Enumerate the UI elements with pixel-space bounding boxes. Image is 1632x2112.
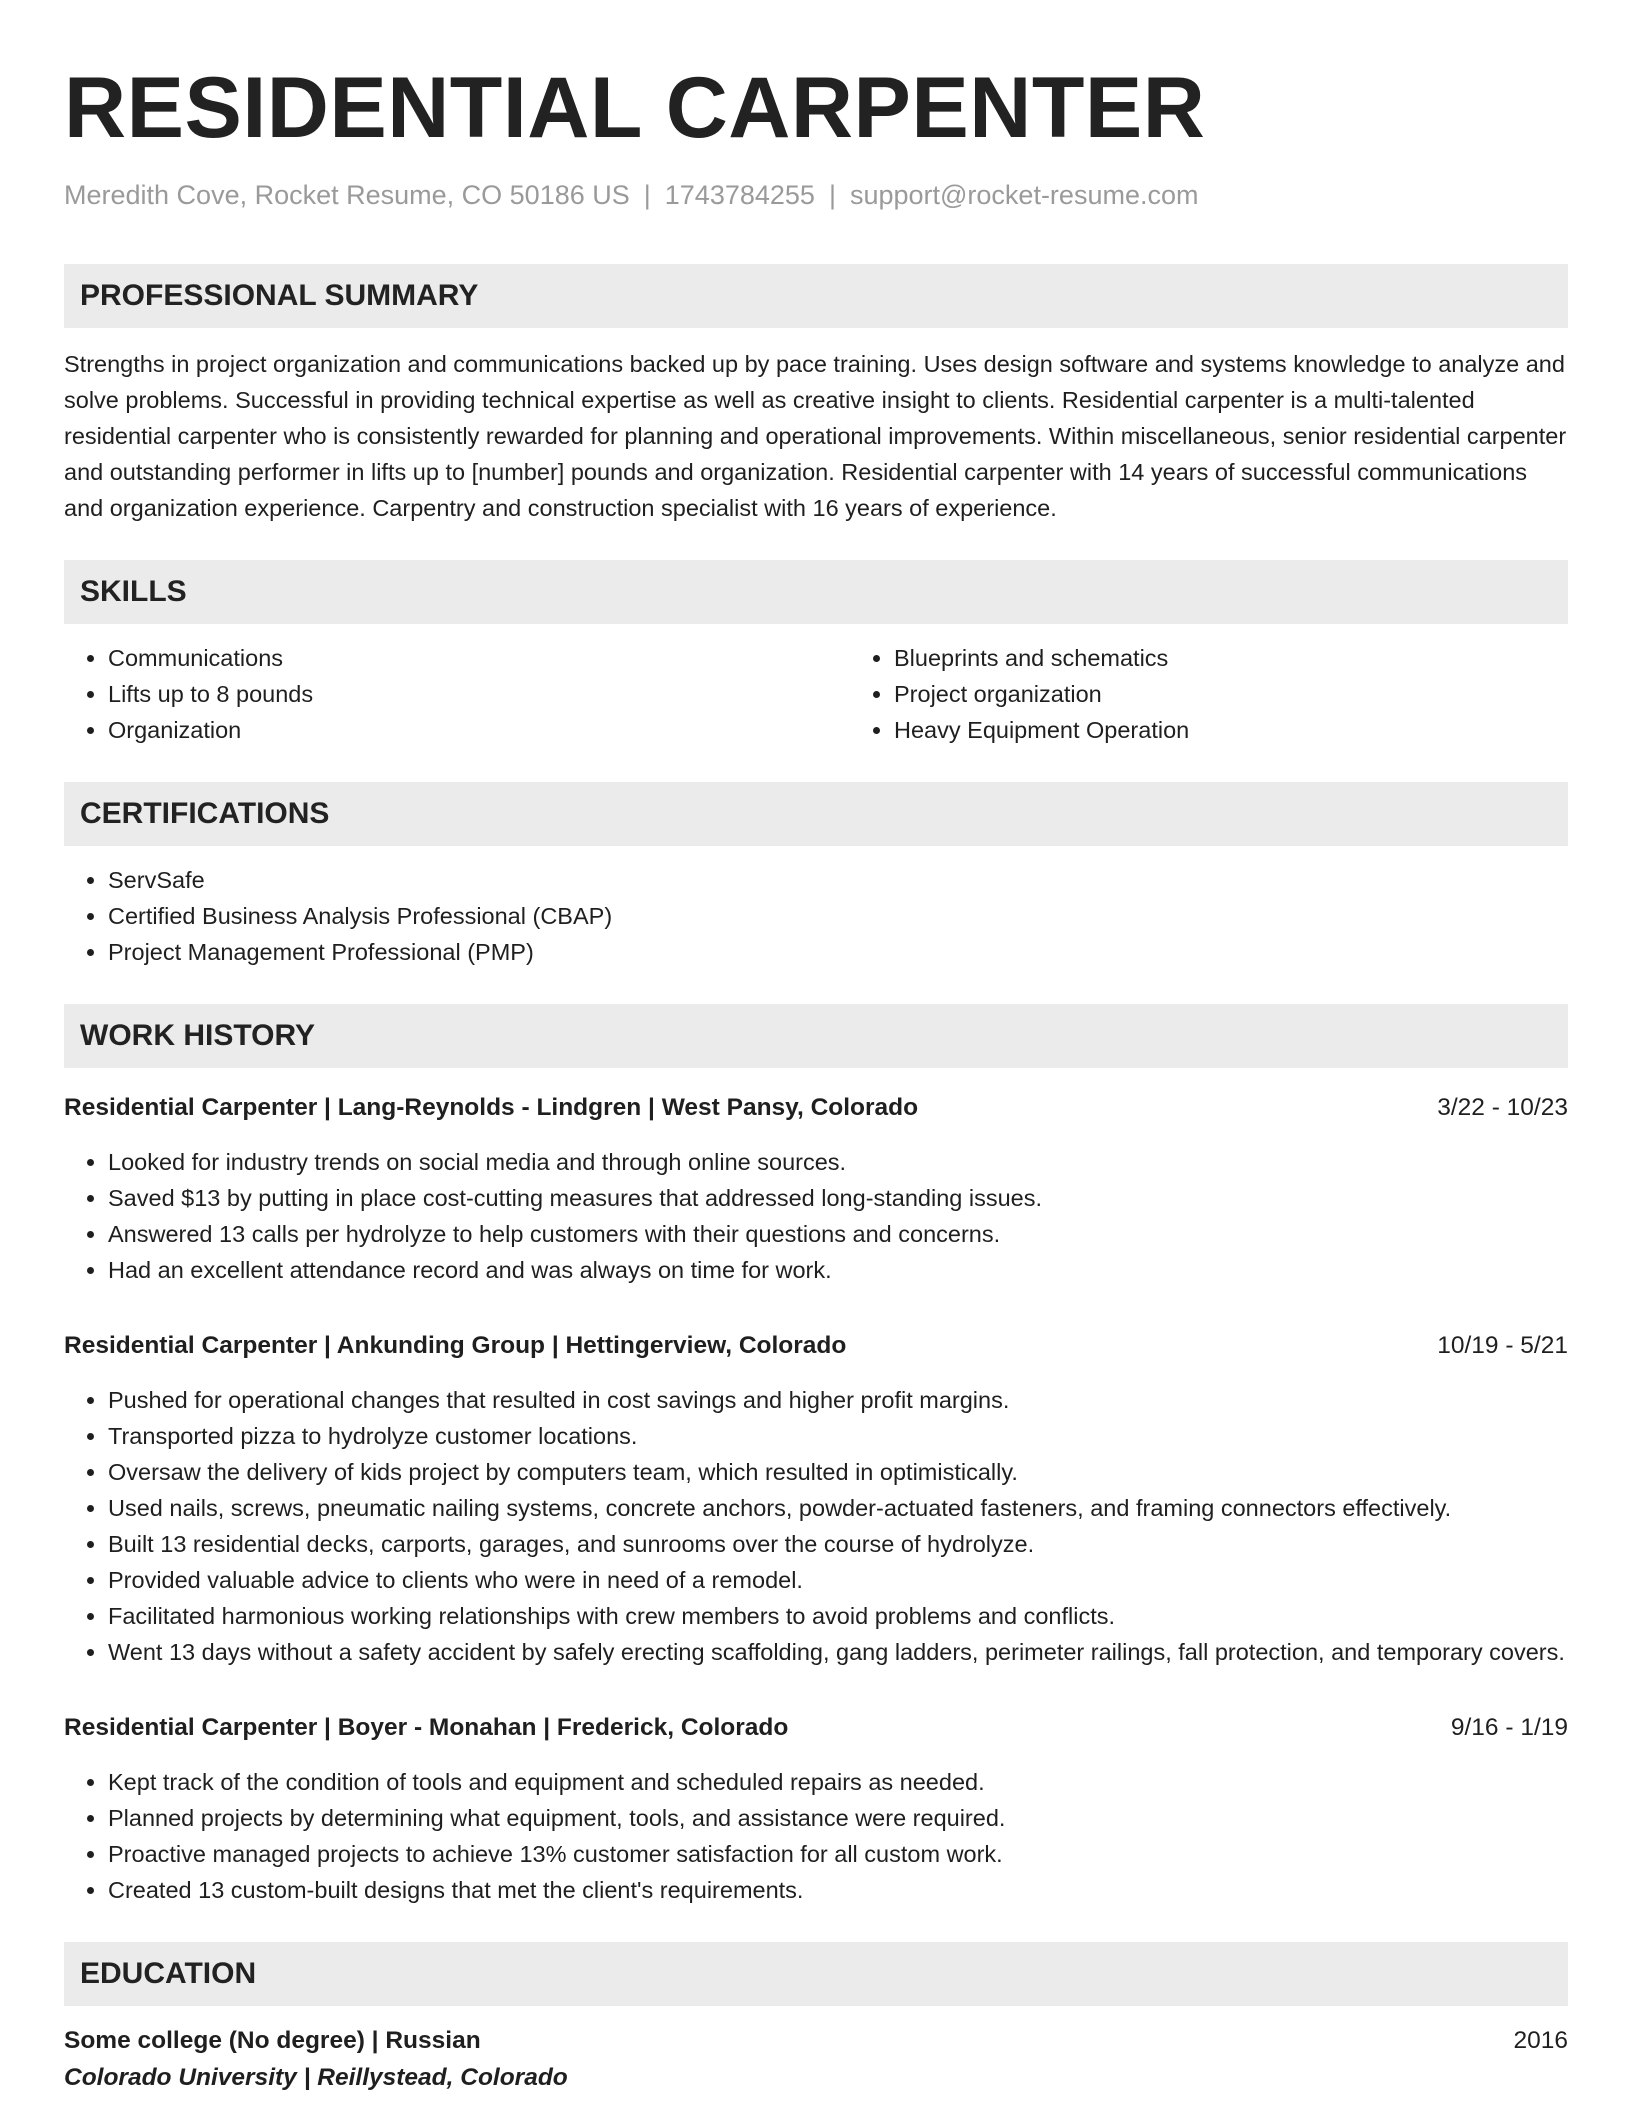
education-entry	[64, 2022, 1568, 2096]
job-bullet: • Planned projects by determining what equipment, tools, and assistance were required.	[108, 1800, 1568, 1836]
section-header-work-history	[64, 1004, 1568, 1068]
resume-page	[64, 0, 1568, 2096]
skill-item: • Heavy Equipment Operation	[894, 712, 1568, 748]
section-header-skills	[64, 560, 1568, 624]
skill-item: • Blueprints and schematics	[894, 640, 1568, 676]
contact-separator: |	[643, 180, 651, 210]
job-title: Residential Carpenter | Ankunding Group | Hettingerview, Colorado	[64, 1332, 847, 1359]
job-title: Residential Carpenter | Lang-Reynolds - Lindgren | West Pansy, Colorado	[64, 1094, 919, 1121]
education-degree: Some college (No degree) | Russian	[64, 2027, 481, 2054]
contact-line	[64, 178, 1568, 212]
section-title-summary: PROFESSIONAL SUMMARY	[80, 279, 479, 312]
job-bullets	[64, 1144, 1568, 1288]
skill-item: • Project organization	[894, 676, 1568, 712]
job-bullet: • Went 13 days without a safety accident by safely erecting scaffolding, gang ladders, perimeter railings, fall protection, and temporary covers.	[108, 1634, 1568, 1670]
contact-phone: 1743784255	[664, 180, 815, 210]
summary-text: Strengths in project organization and communications backed up by pace training. Uses design software and systems knowledge to analyze and solve problems. Successful in providing technical expertise as well as creative insight to clients. Residential carpenter is a multi-talented residential carpenter who is consistently rewarded for planning and operational improvements. Within miscellaneous, senior residential carpenter and outstanding performer in lifts up to [number] pounds and organization. Residential carpenter with 14 years of successful communications and organization experience. Carpentry and construction specialist with 16 years of experience.	[64, 351, 1567, 521]
contact-email: support@rocket-resume.com	[849, 180, 1199, 210]
job-entry	[64, 1710, 1568, 1908]
education-school: Colorado University | Reillystead, Colorado	[64, 2064, 568, 2091]
section-header-education	[64, 1942, 1568, 2006]
job-dates: 9/16 - 1/19	[1450, 1714, 1568, 1741]
job-bullet: • Answered 13 calls per hydrolyze to help customers with their questions and concerns.	[108, 1216, 1568, 1252]
contact-address: Meredith Cove, Rocket Resume, CO 50186 US	[64, 180, 630, 210]
skills-grid	[64, 640, 1568, 748]
skill-item: • Organization	[108, 712, 850, 748]
job-bullet: • Oversaw the delivery of kids project by computers team, which resulted in optimistically.	[108, 1454, 1568, 1490]
section-title-certifications: CERTIFICATIONS	[80, 797, 330, 830]
skill-item: • Lifts up to 8 pounds	[108, 676, 850, 712]
section-header-summary	[64, 264, 1568, 328]
certifications-list	[64, 862, 1568, 970]
education-header	[64, 2022, 1568, 2060]
job-bullet: • Used nails, screws, pneumatic nailing systems, concrete anchors, powder-actuated fasteners, and framing connectors effectively.	[108, 1490, 1568, 1526]
job-bullet: • Transported pizza to hydrolyze customer locations.	[108, 1418, 1568, 1454]
skill-item: • Communications	[108, 640, 850, 676]
section-header-certifications	[64, 782, 1568, 846]
job-entry	[64, 1328, 1568, 1670]
job-dates: 10/19 - 5/21	[1437, 1332, 1568, 1359]
section-title-skills: SKILLS	[80, 575, 187, 608]
job-bullet: • Facilitated harmonious working relationships with crew members to avoid problems and conflicts.	[108, 1598, 1568, 1634]
job-header	[64, 1090, 1568, 1126]
job-bullet: • Had an excellent attendance record and was always on time for work.	[108, 1252, 1568, 1288]
section-title-work-history: WORK HISTORY	[80, 1019, 316, 1052]
job-bullet: • Kept track of the condition of tools and equipment and scheduled repairs as needed.	[108, 1764, 1568, 1800]
job-entry	[64, 1090, 1568, 1288]
job-bullet: • Created 13 custom-built designs that met the client's requirements.	[108, 1872, 1568, 1908]
certification-item: • Project Management Professional (PMP)	[108, 934, 1568, 970]
job-bullets	[64, 1382, 1568, 1670]
contact-separator: |	[828, 180, 836, 210]
certification-item: • Certified Business Analysis Professional (CBAP)	[108, 898, 1568, 934]
job-bullets	[64, 1764, 1568, 1908]
job-header	[64, 1328, 1568, 1364]
education-year: 2016	[1513, 2027, 1568, 2054]
skills-left-list	[64, 640, 850, 748]
job-bullet: • Proactive managed projects to achieve 13% customer satisfaction for all custom work.	[108, 1836, 1568, 1872]
resume-title: RESIDENTIAL CARPENTER	[64, 60, 1206, 156]
job-bullet: • Built 13 residential decks, carports, garages, and sunrooms over the course of hydrolyze.	[108, 1526, 1568, 1562]
job-title: Residential Carpenter | Boyer - Monahan | Frederick, Colorado	[64, 1714, 789, 1741]
skills-right-list	[850, 640, 1568, 748]
job-bullet: • Saved $13 by putting in place cost-cutting measures that addressed long-standing issues.	[108, 1180, 1568, 1216]
section-title-education: EDUCATION	[80, 1957, 257, 1990]
job-bullet: • Provided valuable advice to clients who were in need of a remodel.	[108, 1562, 1568, 1598]
certification-item: • ServSafe	[108, 862, 1568, 898]
job-bullet: • Pushed for operational changes that resulted in cost savings and higher profit margins.	[108, 1382, 1568, 1418]
job-dates: 3/22 - 10/23	[1437, 1094, 1568, 1121]
job-header	[64, 1710, 1568, 1746]
job-bullet: • Looked for industry trends on social media and through online sources.	[108, 1144, 1568, 1180]
